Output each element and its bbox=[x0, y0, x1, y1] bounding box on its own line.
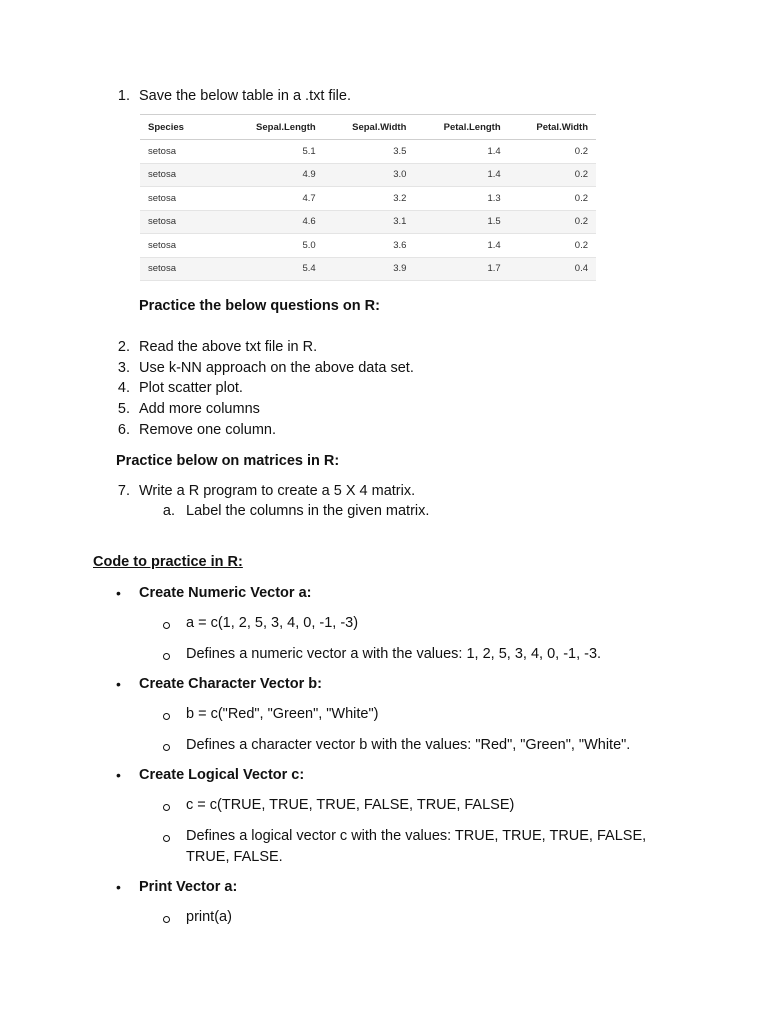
question-4: Plot scatter plot. bbox=[139, 380, 243, 396]
table-cell: 0.2 bbox=[509, 234, 596, 258]
practice-heading: Practice the below questions on R: bbox=[139, 298, 380, 314]
table-cell: 0.2 bbox=[509, 210, 596, 234]
list-number: 4. bbox=[117, 380, 130, 396]
table-cell: 1.4 bbox=[414, 140, 508, 164]
bullet: • bbox=[116, 585, 121, 601]
iris-table bbox=[140, 114, 596, 281]
circle-bullet bbox=[163, 804, 170, 811]
table-cell: 3.9 bbox=[324, 257, 415, 281]
code-description: Defines a character vector b with the values: "Red", "Green", "White". bbox=[186, 737, 631, 753]
table-cell: 1.3 bbox=[414, 187, 508, 211]
table-cell: 1.7 bbox=[414, 257, 508, 281]
table-row bbox=[140, 210, 596, 234]
question-6: Remove one column. bbox=[139, 422, 277, 438]
table-row bbox=[140, 140, 596, 164]
table-cell: 0.4 bbox=[509, 257, 596, 281]
table-cell: 5.4 bbox=[226, 257, 324, 281]
table-cell: 5.0 bbox=[226, 234, 324, 258]
column-header: Petal.Length bbox=[414, 115, 508, 140]
code-description: Defines a logical vector c with the values: TRUE, TRUE, TRUE, FALSE, bbox=[186, 828, 647, 844]
table-cell: 3.6 bbox=[324, 234, 415, 258]
list-number: 1. bbox=[117, 88, 130, 104]
table-row bbox=[140, 187, 596, 211]
question-1: Save the below table in a .txt file. bbox=[139, 88, 351, 104]
table-cell: setosa bbox=[140, 257, 226, 281]
question-7a: Label the columns in the given matrix. bbox=[186, 503, 430, 519]
bullet: • bbox=[116, 767, 121, 783]
table-cell: 0.2 bbox=[509, 140, 596, 164]
table-cell: 1.4 bbox=[414, 163, 508, 187]
bullet: • bbox=[116, 676, 121, 692]
column-header: Sepal.Width bbox=[324, 115, 415, 140]
bullet: • bbox=[116, 879, 121, 895]
code-line: c = c(TRUE, TRUE, TRUE, FALSE, TRUE, FALSE) bbox=[186, 797, 515, 813]
list-number: 3. bbox=[117, 360, 130, 376]
list-number: 6. bbox=[117, 422, 130, 438]
table-cell: 5.1 bbox=[226, 140, 324, 164]
code-line: a = c(1, 2, 5, 3, 4, 0, -1, -3) bbox=[186, 615, 359, 631]
table-cell: 3.5 bbox=[324, 140, 415, 164]
circle-bullet bbox=[163, 916, 170, 923]
code-item-title: Create Numeric Vector a: bbox=[139, 585, 312, 601]
question-2: Read the above txt file in R. bbox=[139, 339, 318, 355]
column-header: Sepal.Length bbox=[226, 115, 324, 140]
question-5: Add more columns bbox=[139, 401, 260, 417]
code-item-title: Create Character Vector b: bbox=[139, 676, 322, 692]
table-cell: setosa bbox=[140, 163, 226, 187]
circle-bullet bbox=[163, 713, 170, 720]
table-row bbox=[140, 234, 596, 258]
circle-bullet bbox=[163, 653, 170, 660]
table-row bbox=[140, 163, 596, 187]
code-heading: Code to practice in R: bbox=[93, 554, 243, 570]
list-letter: a. bbox=[162, 503, 175, 519]
code-item-title: Create Logical Vector c: bbox=[139, 767, 305, 783]
code-description-continued: TRUE, FALSE. bbox=[186, 849, 283, 865]
table-cell: 0.2 bbox=[509, 163, 596, 187]
column-header: Petal.Width bbox=[509, 115, 596, 140]
table-cell: 4.7 bbox=[226, 187, 324, 211]
table-cell: 4.9 bbox=[226, 163, 324, 187]
table-cell: 1.5 bbox=[414, 210, 508, 234]
table-cell: 3.2 bbox=[324, 187, 415, 211]
table-cell: setosa bbox=[140, 140, 226, 164]
table-cell: 3.0 bbox=[324, 163, 415, 187]
question-7: Write a R program to create a 5 X 4 matrix. bbox=[139, 483, 416, 499]
table-cell: 3.1 bbox=[324, 210, 415, 234]
question-3: Use k-NN approach on the above data set. bbox=[139, 360, 414, 376]
list-number: 7. bbox=[117, 483, 130, 499]
table-row bbox=[140, 257, 596, 281]
table-cell: 4.6 bbox=[226, 210, 324, 234]
table-cell: 0.2 bbox=[509, 187, 596, 211]
code-item-title: Print Vector a: bbox=[139, 879, 238, 895]
circle-bullet bbox=[163, 622, 170, 629]
table-header-row bbox=[140, 115, 596, 140]
list-number: 5. bbox=[117, 401, 130, 417]
matrices-heading: Practice below on matrices in R: bbox=[116, 453, 340, 469]
list-number: 2. bbox=[117, 339, 130, 355]
code-line: print(a) bbox=[186, 909, 232, 925]
code-description: Defines a numeric vector a with the values: 1, 2, 5, 3, 4, 0, -1, -3. bbox=[186, 646, 602, 662]
table-cell: setosa bbox=[140, 210, 226, 234]
circle-bullet bbox=[163, 835, 170, 842]
circle-bullet bbox=[163, 744, 170, 751]
column-header: Species bbox=[140, 115, 226, 140]
table-cell: setosa bbox=[140, 234, 226, 258]
table-cell: 1.4 bbox=[414, 234, 508, 258]
code-line: b = c("Red", "Green", "White") bbox=[186, 706, 379, 722]
table-cell: setosa bbox=[140, 187, 226, 211]
